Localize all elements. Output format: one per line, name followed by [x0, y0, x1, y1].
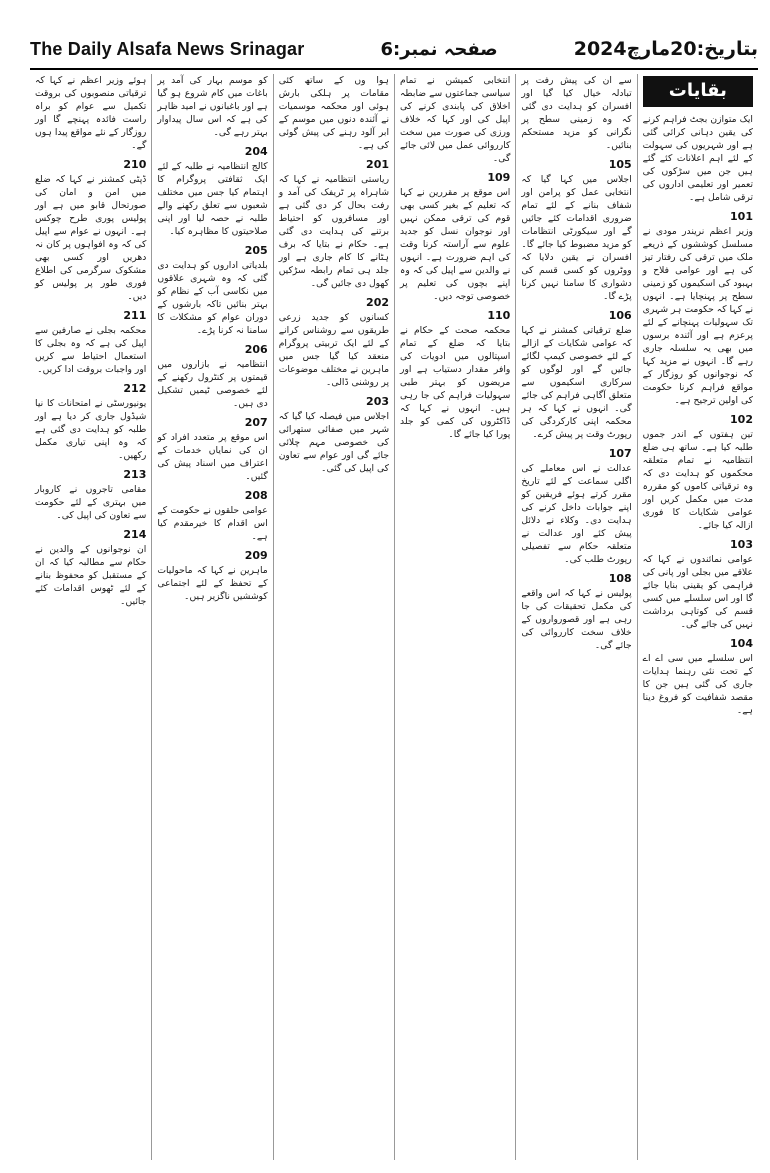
article-number: 213 — [123, 468, 147, 481]
article-paragraph: کو موسم بہار کی آمد پر باغات میں کام شروع ہو گیا ہے اور باغبانوں نے امید ظاہر کی ہے کہ اس سال پیداوار بہتر رہے گی۔ — [157, 75, 268, 138]
text-column — [273, 74, 394, 1160]
article-paragraph: ڈپٹی کمشنر نے کہا کہ ضلع میں امن و امان کی صورتحال قابو میں ہے اور پولیس پوری طرح چوکس ہے۔ انہوں نے عوام سے اپیل کی کہ وہ افواہوں پر کان نہ دھریں اور کسی بھی مشکوک سرگرمی کی اطلاع فوری طور پر پولیس کو دیں۔ — [35, 174, 147, 302]
article-number: 104 — [730, 637, 753, 650]
masthead — [30, 30, 758, 70]
article-number: 206 — [244, 343, 268, 356]
article-number: 102 — [730, 413, 753, 426]
text-column — [637, 74, 758, 1160]
article-paragraph: پولیس نے کہا کہ اس واقعے کی مکمل تحقیقات کی جا رہی ہے اور قصورواروں کے خلاف سخت کارروائی کی جائے گی۔ — [521, 588, 632, 651]
newspaper-title: The Daily Alsafa News Srinagar — [30, 38, 305, 59]
article-number: 103 — [730, 538, 753, 551]
article-number: 207 — [244, 416, 268, 429]
article-number: 212 — [123, 382, 147, 395]
article-paragraph: ریاستی انتظامیہ نے کہا کہ شاہراہ پر ٹریفک کی آمد و رفت بحال کر دی گئی ہے اور مسافروں کو احتیاط برتنے کی ہدایت دی گئی ہے۔ حکام نے بتایا کہ برف ہٹانے کا کام جاری ہے اور جلد ہی تمام رابطہ سڑکیں کھول دی جائیں گی۔ — [278, 174, 390, 289]
article-paragraph: مقامی تاجروں نے کاروبار میں بہتری کے لئے حکومت سے تعاون کی اپیل کی۔ — [35, 484, 147, 521]
article-paragraph: اس سلسلے میں سی اے اے کے تحت نئی رہنما ہدایات جاری کی گئی ہیں جن کا مقصد شفافیت کو فروغ دینا ہے۔ — [642, 653, 753, 716]
page-number: صفحہ نمبر:6 — [380, 38, 498, 60]
text-column — [30, 74, 151, 1160]
text-column — [151, 74, 272, 1160]
article-number: 101 — [730, 210, 753, 223]
article-number: 208 — [244, 489, 268, 502]
article-paragraph: ان نوجوانوں کے والدین نے حکام سے مطالبہ کیا کہ ان کے مستقبل کو محفوظ بنانے کے لئے ٹھوس اقدامات کئے جائیں۔ — [35, 544, 147, 607]
article-paragraph: عوامی نمائندوں نے کہا کہ علاقے میں بجلی اور پانی کی فراہمی کو یقینی بنایا جائے گا اور اس سلسلے میں کسی قسم کی کوتاہی برداشت نہیں کی جائے گی۔ — [642, 554, 753, 630]
article-paragraph: اس موقع پر مقررین نے کہا کہ تعلیم کے بغیر کسی بھی قوم کی ترقی ممکن نہیں اور نوجوان نسل کو جدید علوم سے آراستہ کرنا وقت کی اہم ضرورت ہے۔ انہوں نے والدین سے اپیل کی کہ وہ اپنے بچوں کی تعلیم پر خصوصی توجہ دیں۔ — [400, 187, 511, 302]
article-columns — [30, 74, 758, 1160]
article-paragraph: تین ہفتوں کے اندر جموں طلبہ کیا ہے۔ ساتھ ہی ضلع انتظامیہ نے تمام متعلقہ محکموں کو ہدایت دی کہ وہ ترقیاتی کاموں کو مقررہ مدت میں مکمل کریں اور عوامی شکایات کا فوری ازالہ کیا جائے۔ — [642, 429, 753, 531]
text-column — [394, 74, 515, 1160]
article-number: 105 — [608, 158, 632, 171]
article-number: 108 — [608, 572, 632, 585]
article-paragraph: عدالت نے اس معاملے کی اگلی سماعت کے لئے تاریخ مقرر کرتے ہوئے فریقین کو اپنے جوابات داخل کرنے کی ہدایت دی۔ وکلاء نے دلائل پیش کئے اور عدالت نے متعلقہ حکام سے تفصیلی رپورٹ طلب کی۔ — [521, 463, 632, 565]
article-paragraph: محکمہ بجلی نے صارفین سے اپیل کی ہے کہ وہ بجلی کا استعمال احتیاط سے کریں اور واجبات بروقت ادا کریں۔ — [35, 325, 147, 375]
article-paragraph: ایک متوازن بجٹ فراہم کرنے کی یقین دہانی کرائی گئی ہے اور شہریوں کی سہولت کے لئے اہم اعلانات کئے گئے ہیں جن میں سڑکوں کی تعمیر اور تعلیمی اداروں کی ترقی شامل ہے۔ — [642, 114, 753, 203]
article-paragraph: ہوا وں کے ساتھ کئی مقامات پر ہلکی بارش ہوئی اور محکمہ موسمیات نے آئندہ دنوں میں موسم کے ابر آلود رہنے کی پیش گوئی کی ہے۔ — [278, 75, 390, 151]
article-number: 209 — [244, 549, 268, 562]
article-paragraph: ماہرین نے کہا کہ ماحولیات کے تحفظ کے لئے اجتماعی کوششیں ناگزیر ہیں۔ — [157, 565, 268, 602]
article-paragraph: انتخابی کمیشن نے تمام سیاسی جماعتوں سے ضابطہ اخلاق کی پابندی کرنے کی اپیل کی اور کہا کہ خلاف ورزی کی صورت میں سخت کارروائی عمل میں لائی جائے گی۔ — [400, 75, 511, 164]
article-paragraph: محکمہ صحت کے حکام نے بتایا کہ ضلع کے تمام اسپتالوں میں ادویات کی وافر مقدار دستیاب ہے اور مریضوں کو بہتر طبی سہولیات فراہم کی جا رہی ہیں۔ انہوں نے کہا کہ ڈاکٹروں کی کمی کو جلد پورا کیا جائے گا۔ — [400, 325, 511, 440]
article-paragraph: انتظامیہ نے بازاروں میں قیمتوں پر کنٹرول رکھنے کے لئے خصوصی ٹیمیں تشکیل دی ہیں۔ — [157, 359, 268, 409]
article-number: 211 — [123, 309, 147, 322]
article-paragraph: ضلع ترقیاتی کمشنر نے کہا کہ عوامی شکایات کے ازالے کے لئے خصوصی کیمپ لگائے جائیں گے اور لوگوں کو سرکاری اسکیموں سے متعلق آگاہی فراہم کی جائے گی۔ انہوں نے کہا کہ ہر محکمہ اپنی کارکردگی کی رپورٹ وقت پر پیش کرے۔ — [521, 325, 632, 440]
article-paragraph: کالج انتظامیہ نے طلبہ کے لئے ایک ثقافتی پروگرام کا اہتمام کیا جس میں مختلف شعبوں سے تعلق رکھنے والے طلبہ نے حصہ لیا اور اپنی صلاحیتوں کا مظاہرہ کیا۔ — [157, 161, 268, 237]
article-paragraph: اجلاس میں کہا گیا کہ انتخابی عمل کو پرامن اور شفاف بنانے کے لئے تمام ضروری اقدامات کئے جائیں گے اور سیکورٹی انتظامات کو مزید مضبوط کیا جائے گا۔ افسران نے یقین دلایا کہ ووٹروں کو کسی قسم کی دشواری کا سامنا نہیں کرنا پڑے گا۔ — [521, 174, 632, 302]
article-number: 214 — [123, 528, 147, 541]
article-number: 205 — [244, 244, 268, 257]
article-number: 106 — [608, 309, 632, 322]
article-number: 210 — [123, 158, 147, 171]
article-paragraph: سے ان کی پیش رفت پر تبادلہ خیال کیا گیا اور افسران کو ہدایت دی گئی کہ وہ زمینی سطح پر نگرانی کو مزید مستحکم بنائیں۔ — [521, 75, 632, 151]
article-paragraph: اس موقع پر متعدد افراد کو ان کی نمایاں خدمات کے اعتراف میں اسناد پیش کی گئیں۔ — [157, 432, 268, 482]
article-number: 109 — [487, 171, 511, 184]
article-number: 110 — [487, 309, 511, 322]
article-paragraph: کسانوں کو جدید زرعی طریقوں سے روشناس کرانے کے لئے ایک تربیتی پروگرام منعقد کیا گیا جس میں ماہرین نے مختلف موضوعات پر روشنی ڈالی۔ — [278, 312, 390, 388]
text-column — [515, 74, 636, 1160]
article-paragraph: بلدیاتی اداروں کو ہدایت دی گئی کہ وہ شہری علاقوں میں نکاسی آب کے نظام کو بہتر بنائیں تاکہ بارشوں کے دوران عوام کو مشکلات کا سامنا نہ کرنا پڑے۔ — [157, 260, 268, 336]
article-paragraph: ہوئے وزیر اعظم نے کہا کہ ترقیاتی منصوبوں کی بروقت تکمیل سے عوام کو براہ راست فائدہ پہنچے گا اور روزگار کے نئے مواقع پیدا ہوں گے۔ — [35, 75, 147, 151]
article-paragraph: وزیر اعظم نریندر مودی نے مسلسل کوششوں کے ذریعے ملک میں ترقی کی رفتار تیز کی ہے اور عوامی فلاح و بہبود کی اسکیموں کو زمینی سطح پر پہنچایا ہے۔ انہوں نے کہا کہ حکومت ہر شہری تک سہولیات پہنچانے کے لئے پرعزم ہے اور آئندہ برسوں میں بھی یہ سلسلہ جاری رہے گا۔ انہوں نے مزید کہا کہ نوجوانوں کو روزگار کے مواقع فراہم کرنا حکومت کی اولین ترجیح ہے۔ — [642, 226, 753, 406]
section-banner: بقایات — [643, 76, 753, 107]
article-paragraph: عوامی حلقوں نے حکومت کے اس اقدام کا خیرمقدم کیا ہے۔ — [157, 505, 268, 542]
article-number: 201 — [366, 158, 390, 171]
article-paragraph: یونیورسٹی نے امتحانات کا نیا شیڈول جاری کر دیا ہے اور طلبہ کو ہدایت دی گئی ہے کہ وہ اپنی تیاری مکمل رکھیں۔ — [35, 398, 147, 461]
article-number: 107 — [608, 447, 632, 460]
article-number: 202 — [366, 296, 390, 309]
article-number: 203 — [366, 395, 390, 408]
article-number: 204 — [244, 145, 268, 158]
article-paragraph: اجلاس میں فیصلہ کیا گیا کہ شہر میں صفائی ستھرائی کی خصوصی مہم چلائی جائے گی اور عوام سے تعاون کی اپیل کی گئی۔ — [278, 411, 390, 474]
issue-date: بتاریخ:20مارچ2024 — [573, 38, 758, 60]
